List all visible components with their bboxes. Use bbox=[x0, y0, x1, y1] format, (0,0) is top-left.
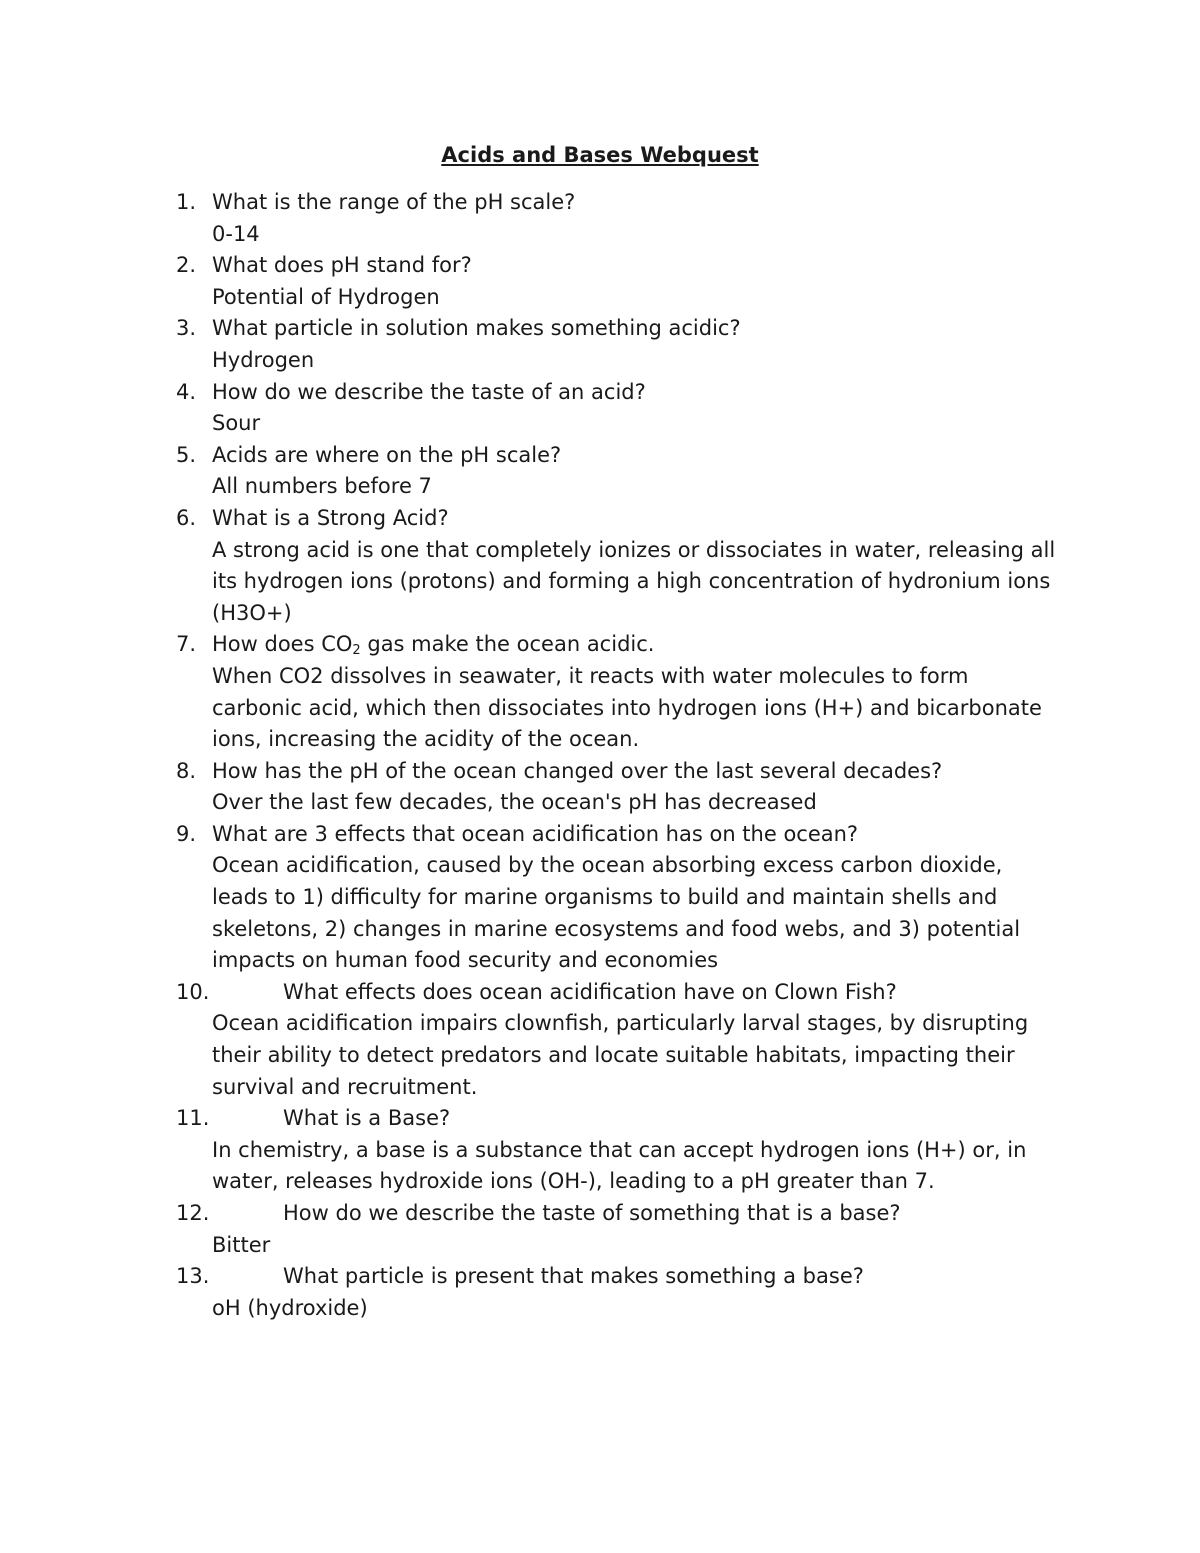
question-text-prefix: How does CO bbox=[212, 632, 353, 657]
question-item-7 bbox=[176, 629, 1076, 755]
question-number: 9. bbox=[176, 821, 197, 846]
question-text: What does pH stand for? bbox=[212, 253, 472, 278]
question-item-2 bbox=[176, 250, 1076, 313]
question-item-11 bbox=[176, 1103, 1076, 1198]
question-number: 2. bbox=[176, 253, 197, 278]
answer-text: 0-14 bbox=[212, 221, 260, 246]
answer-text: Bitter bbox=[212, 1232, 271, 1257]
question-number: 12. bbox=[176, 1201, 210, 1225]
question-text: What is a Base? bbox=[283, 1106, 451, 1131]
answer-text: Ocean acidification impairs clownfish, particularly larval stages, by disrupting their ability to detect predators and locate suitable habitats, impacting their survival and recruitment. bbox=[212, 1011, 1029, 1099]
answer-text: Sour bbox=[212, 411, 261, 436]
question-list bbox=[176, 187, 1076, 1324]
question-text: What effects does ocean acidification have on Clown Fish? bbox=[283, 979, 897, 1004]
question-number: 11. bbox=[176, 1106, 210, 1131]
question-text: What particle is present that makes something a base? bbox=[283, 1264, 864, 1289]
question-item-12 bbox=[176, 1198, 1076, 1261]
question-text bbox=[176, 629, 1076, 661]
question-item-3 bbox=[176, 313, 1076, 376]
question-item-6 bbox=[176, 503, 1076, 629]
question-text: What is the range of the pH scale? bbox=[212, 190, 576, 214]
question-text: How do we describe the taste of something that is a base? bbox=[283, 1201, 901, 1225]
answer-text: In chemistry, a base is a substance that can accept hydrogen ions (H+) or, in water, releases hydroxide ions (OH-), leading to a pH greater than 7. bbox=[212, 1137, 1027, 1194]
question-number: 5. bbox=[176, 442, 197, 467]
question-text: What are 3 effects that ocean acidification has on the ocean? bbox=[212, 821, 859, 846]
question-text: Acids are where on the pH scale? bbox=[212, 442, 562, 467]
question-text: How has the pH of the ocean changed over the last several decades? bbox=[212, 758, 943, 783]
answer-text: All numbers before 7 bbox=[212, 474, 432, 499]
question-text: How do we describe the taste of an acid? bbox=[212, 379, 646, 404]
co2-subscript: 2 bbox=[352, 643, 361, 659]
answer-text: A strong acid is one that completely ionizes or dissociates in water, releasing all its hydrogen ions (protons) and forming a high concentration of hydronium ions (H3O+) bbox=[212, 537, 1056, 625]
question-item-1 bbox=[176, 187, 1076, 250]
question-number: 10. bbox=[176, 979, 210, 1004]
question-text: What particle in solution makes something acidic? bbox=[212, 316, 741, 341]
question-number: 1. bbox=[176, 190, 197, 214]
answer-text: When CO2 dissolves in seawater, it reacts with water molecules to form carbonic acid, which then dissociates into hydrogen ions (H+) and bicarbonate ions, increasing the acidity of the ocean. bbox=[212, 663, 1042, 752]
answer-text: Ocean acidification, caused by the ocean absorbing excess carbon dioxide, leads to 1) difficulty for marine organisms to build and maintain shells and skeletons, 2) changes in marine ecosystems and food webs, and 3) potential impacts on human food security and economies bbox=[212, 853, 1021, 973]
question-number: 13. bbox=[176, 1264, 210, 1289]
question-text-suffix: gas make the ocean acidic. bbox=[360, 632, 655, 657]
answer-text: Over the last few decades, the ocean's pH has decreased bbox=[212, 790, 817, 815]
question-item-10 bbox=[176, 977, 1076, 1103]
question-number: 7. bbox=[176, 632, 197, 657]
answer-text: Hydrogen bbox=[212, 347, 315, 372]
question-item-5 bbox=[176, 440, 1076, 503]
question-item-9 bbox=[176, 819, 1076, 977]
question-number: 3. bbox=[176, 316, 197, 341]
question-item-8 bbox=[176, 756, 1076, 819]
question-text: What is a Strong Acid? bbox=[212, 505, 449, 530]
question-number: 4. bbox=[176, 379, 197, 404]
question-number: 8. bbox=[176, 758, 197, 783]
document-title: Acids and Bases Webquest bbox=[441, 143, 759, 167]
question-item-13 bbox=[176, 1261, 1076, 1324]
answer-text: Potential of Hydrogen bbox=[212, 284, 440, 309]
answer-text: oH (hydroxide) bbox=[212, 1295, 368, 1320]
question-item-4 bbox=[176, 377, 1076, 440]
question-number: 6. bbox=[176, 505, 197, 530]
